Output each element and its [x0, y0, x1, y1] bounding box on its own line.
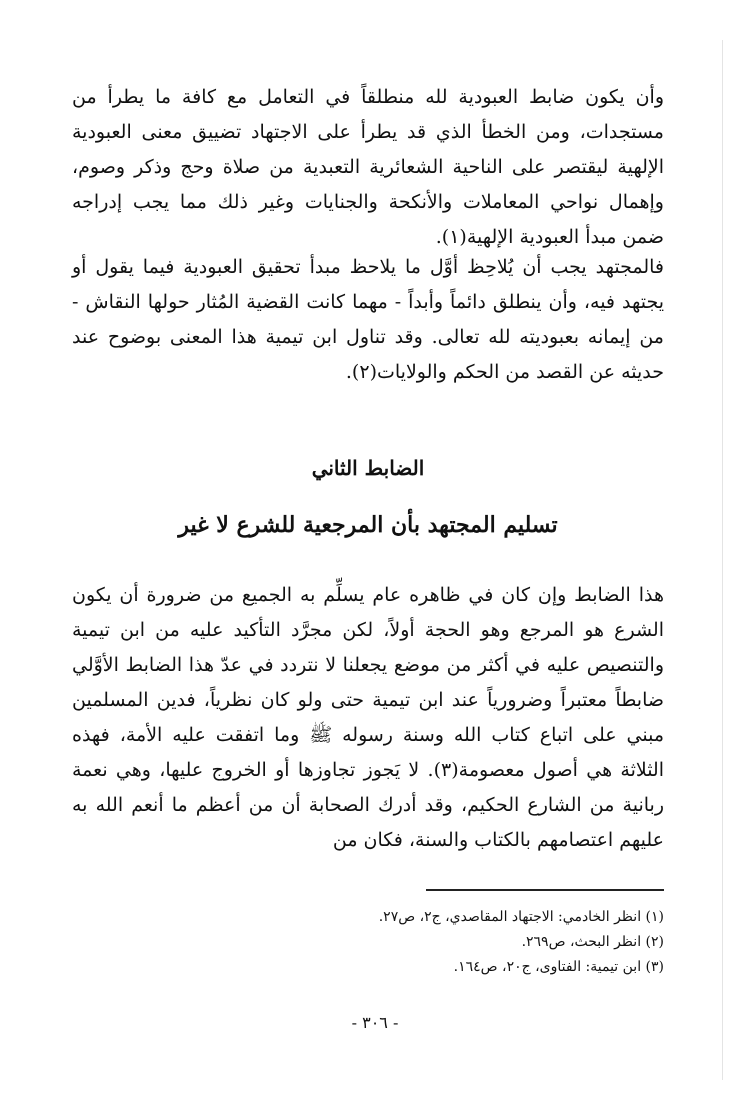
paragraph-text: وأن يكون ضابط العبودية لله منطلقاً في التعامل مع كافة ما يطرأ من مستجدات، ومن الخطأ الذي قد يطرأ على الاجتهاد تضييق معنى العبودية الإلهية ليقتصر على الناحية الشعائرية التعبدية من صلاة وحج وذكر وصوم، وإهمال نواحي المعاملات والأنكحة والجنايات وغير ذلك مما يجب إدراجه ضمن مبدأ العبودية الإلهية(١).: [72, 86, 664, 248]
body-paragraph: [72, 250, 664, 390]
paragraph-text: فالمجتهد يجب أن يُلاحِظ أوَّل ما يلاحظ مبدأ تحقيق العبودية فيما يقول أو يجتهد فيه، وأن ينطلق دائماً وأبداً - مهما كانت القضية المُثار حولها النقاش - من إيمانه بعبوديته لله تعالى. وقد تناول ابن تيمية هذا المعنى بوضوح عند حديثه عن القصد من الحكم والولايات(٢).: [72, 256, 664, 383]
footnote-item: (٣) ابن تيمية: الفتاوى، ج٢٠، ص١٦٤.: [453, 959, 664, 975]
scan-edge-line: [722, 40, 723, 1080]
footnote-item: (٢) انظر البحث، ص٢٦٩.: [521, 934, 664, 950]
paragraph-text: هذا الضابط وإن كان في ظاهره عام يسلِّم به الجميع من ضرورة أن يكون الشرع هو المرجع وهو الحجة أولاً، لكن مجرَّد التأكيد عليه من ابن تيمية والتنصيص عليه في أكثر من موضع يجعلنا لا نتردد في عدّ هذا الضابط الأوَّلي ضابطاً معتبراً وضرورياً عند ابن تيمية حتى ولو كان نظرياً، فدين المسلمين مبني على اتباع كتاب الله وسنة رسوله ﷺ وما اتفقت عليه الأمة، فهذه الثلاثة هي أصول معصومة(٣). لا يَجوز تجاوزها أو الخروج عليها، وهي نعمة ربانية من الشارع الحكيم، وقد أدرك الصحابة أن من أعظم ما أنعم الله به عليهم اعتصامهم بالكتاب والسنة، فكان من: [72, 584, 664, 851]
footnote-divider: [426, 889, 664, 891]
section-title: تسليم المجتهد بأن المرجعية للشرع لا غير: [178, 512, 558, 538]
footnotes: [300, 905, 664, 980]
page-number: - ٣٠٦ -: [351, 1013, 399, 1032]
body-paragraph: [72, 578, 664, 858]
body-paragraph: [72, 80, 664, 255]
footnote-item: (١) انظر الخادمي: الاجتهاد المقاصدي، ج٢، ص٢٧.: [378, 909, 664, 925]
section-label: الضابط الثاني: [311, 456, 425, 480]
